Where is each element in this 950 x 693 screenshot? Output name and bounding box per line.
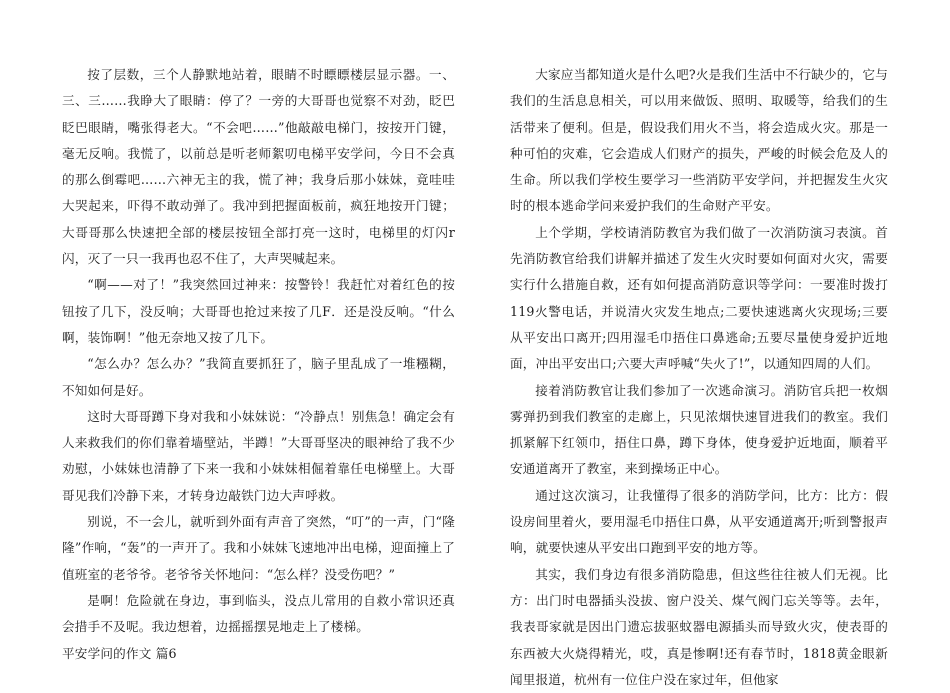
paragraph: 接着消防教官让我们参加了一次逃命演习。消防官兵把一枚烟雾弹扔到我们教室的走廊上，只见浓烟快速冒进我们的教室。我们抓紧解下红领巾，捂住口鼻，蹲下身体，使身爱护近地面，顺着平安通道离开了教室，来到操场正中心。	[510, 382, 888, 477]
paragraph: 其实，我们身边有很多消防隐患，但这些往往被人们无视。比方：出门时电器插头没拔、窗户没关、煤气阀门忘关等等。去年，我表哥家就是因出门遗忘拔驱蚊器电源插头而导致火灾，使表哥的东西被大火烧得精光，哎，真是惨啊!还有春节时，1818黄金眼新闻里报道，杭州有一位住户没在家过年，但他家	[510, 566, 888, 687]
paragraph: 大家应当都知道火是什么吧?火是我们生活中不行缺少的，它与我们的生活息息相关，可以用来做饭、照明、取暖等，给我们的生活带来了便利。但是，假设我们用火不当，将会造成火灾。那是一种可怕的灾难，它会造成人们财产的损失，严峻的时候会危及人的生命。所以我们学校生要学习一些消防平安学问，并把握发生火灾时的根本逃命学问来爱护我们的生命财产平安。	[510, 67, 888, 214]
paragraph: 别说，不一会儿，就听到外面有声音了突然，“叮”的一声，门“隆隆”作响，“轰”的一声开了。我和小妹妹飞速地冲出电梯，迎面撞上了值班室的老爷爷。老爷爷关怀地问：“怎么样？没受伤吧？”	[62, 514, 455, 582]
right-column	[510, 62, 888, 693]
paragraph: “怎么办？怎么办？”我简直要抓狂了，脑子里乱成了一堆糨糊，不知如何是好。	[62, 356, 455, 398]
left-column	[62, 62, 455, 667]
section-heading: 平安学问的作文 篇6	[62, 645, 177, 661]
paragraph: 上个学期，学校请消防教官为我们做了一次消防演习表演。首先消防教官给我们讲解并描述了发生火灾时要如何面对火灾，需要实行什么措施自救，还有如何提高消防意识等学问：一要准时拨打119火警电话，并说清火灾发生地点;二要快速逃离火灾现场;三要从平安出口离开;四用湿毛巾捂住口鼻逃命;五要尽量使身爱护近地面，冲出平安出口;六要大声呼喊“失火了!”，以通知四周的人们。	[510, 224, 888, 372]
paragraph: “啊——对了！”我突然回过神来：按警铃！我赶忙对着红色的按钮按了几下，没反响；大哥哥也抢过来按了几F．还是没反响。“什么啊，装饰啊！”他无奈地又按了几下。	[62, 277, 455, 345]
paragraph: 按了层数，三个人静默地站着，眼睛不时瞟瞟楼层显示器。一、三、三……我睁大了眼睛：停了？一旁的大哥哥也觉察不对劲，眨巴眨巴眼睛，嘴张得老大。“不会吧……”他敲敲电梯门，按按开门键，毫无反响。我慌了，以前总是听老师絮叨电梯平安学问，今日不会真的那么倒霉吧……六神无主的我，慌了神；我身后那小妹妹，竟哇哇大哭起来，吓得不敢动弹了。我冲到把握面板前，疯狂地按开门键；大哥哥那么快速把全部的楼层按钮全部打亮一这时，电梯里的灯闪r闪，灭了一只一我再也忍不住了，大声哭喊起来。	[62, 67, 455, 267]
paragraph: 这时大哥哥蹲下身对我和小妹妹说：“冷静点！别焦急！确定会有人来救我们的你们靠着墙壁站，半蹲！”大哥哥坚决的眼神给了我不少劝慰，小妹妹也清静了下来一我和小妹妹相倔着靠任电梯壁上。大哥哥见我们冷静下来，才转身边敲铁门边大声呼救。	[62, 408, 455, 503]
paragraph: 是啊！危险就在身边，事到临头，没点儿常用的自救小常识还真会措手不及呢。我边想着，边摇摇摆晃地走上了楼梯。	[62, 592, 455, 635]
paragraph: 通过这次演习，让我懂得了很多的消防学问，比方：比方：假设房间里着火，要用湿毛巾捂住口鼻，从平安通道离开;听到警报声响，就要快速从平安出口跑到平安的地方等。	[510, 487, 888, 556]
